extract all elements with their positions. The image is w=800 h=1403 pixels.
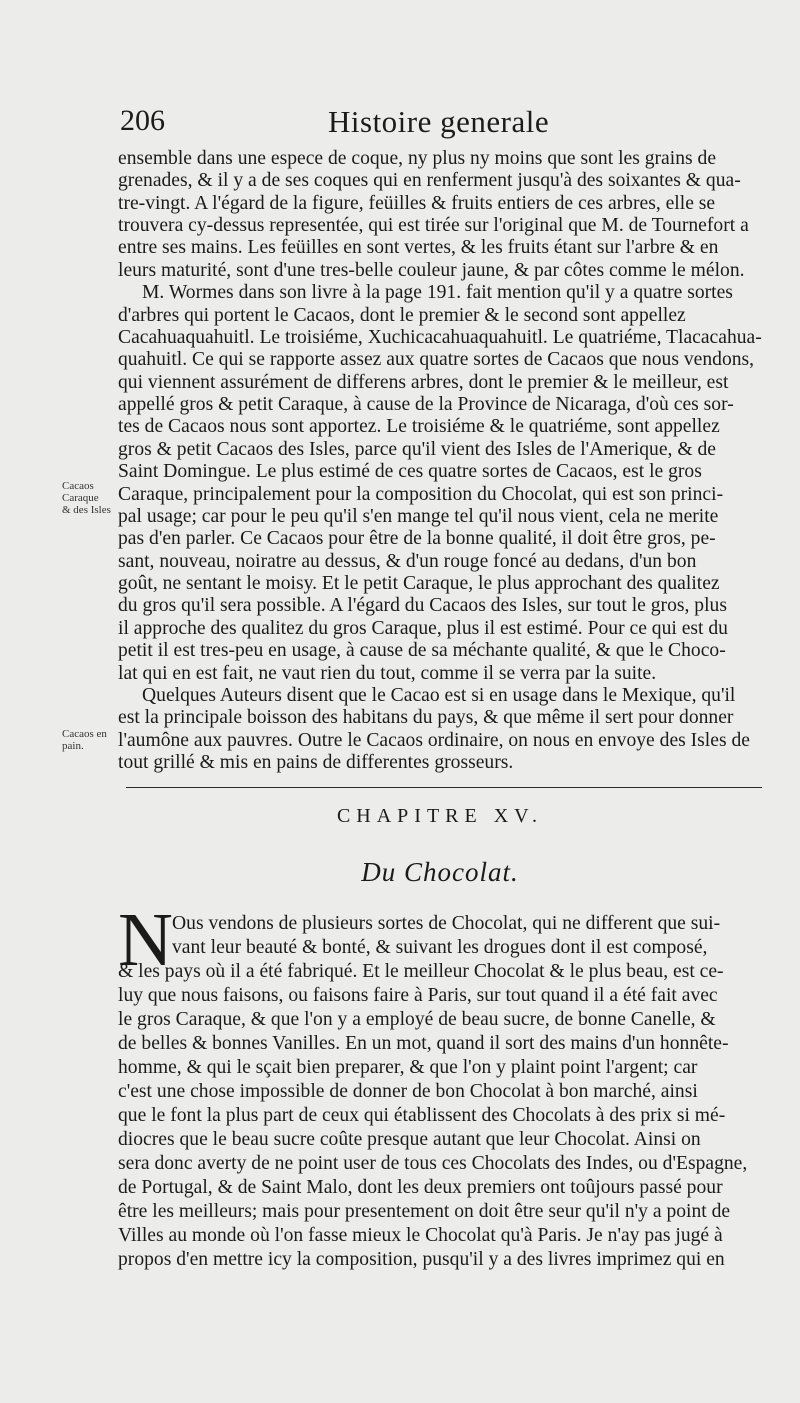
text-line: lat qui en est fait, ne vaut rien du tout, comme il se verra par la suite. (118, 663, 657, 684)
text-line: trouvera cy-dessus representée, qui est tirée sur l'original que M. de Tournefort a (118, 215, 749, 236)
text-line: il approche des qualitez du gros Caraque, plus il est estimé. Pour ce qui est du (118, 618, 728, 639)
chapter-title: Du Chocolat. (361, 857, 519, 887)
text-line: M. Wormes dans son livre à la page 191. fait mention qu'il y a quatre sortes (142, 282, 733, 303)
text-line: tre-vingt. A l'égard de la figure, feüilles & fruits entiers de ces arbres, elle se (118, 193, 716, 214)
text-line: & les pays où il a été fabriqué. Et le meilleur Chocolat & le plus beau, est ce- (118, 961, 724, 982)
text-line: leurs maturité, sont d'une tres-belle couleur jaune, & par côtes comme le mélon. (118, 260, 745, 281)
text-line: tes de Cacaos nous sont apportez. Le troisiéme & le quatriéme, sont appellez (118, 416, 720, 437)
text-line: du gros qu'il sera possible. A l'égard du Cacaos des Isles, sur tout le gros, plus (118, 595, 727, 616)
text-line: Quelques Auteurs disent que le Cacao est si en usage dans le Mexique, qu'il (142, 685, 736, 706)
text-line: grenades, & il y a de ses coques qui en renferment jusqu'à des soixantes & qua- (118, 170, 741, 191)
text-line: est la principale boisson des habitans du pays, & que même il sert pour donner (118, 707, 734, 728)
text-line: Saint Domingue. Le plus estimé de ces quatre sortes de Cacaos, est le gros (118, 461, 702, 482)
text-line: propos d'en mettre icy la composition, pusqu'il y a des livres imprimez qui en (118, 1249, 725, 1270)
text-line: de belles & bonnes Vanilles. En un mot, quand il sort des mains d'un honnête- (118, 1033, 729, 1054)
margin-note-line: Cacaos (62, 480, 94, 492)
drop-cap: N (118, 898, 173, 982)
text-line: diocres que le beau sucre coûte presque autant que leur Chocolat. Ainsi on (118, 1129, 701, 1150)
text-line: entre ses mains. Les feüilles en sont vertes, & les fruits étant sur l'arbre & en (118, 237, 719, 258)
margin-note-line: Cacaos en (62, 728, 107, 740)
text-line: vant leur beauté & bonté, & suivant les drogues dont il est composé, (172, 937, 708, 958)
chapter-heading: CHAPITRE XV. (336, 805, 544, 827)
text-line: pas d'en parler. Ce Cacaos pour être de la bonne qualité, il doit être gros, pe- (118, 528, 716, 549)
margin-note-cacaos-caraque (62, 480, 122, 516)
text-line: pal usage; car pour le peu qu'il s'en mange tel qu'il nous vient, cela ne merite (118, 506, 719, 527)
text-line: ensemble dans une espece de coque, ny plus ny moins que sont les grains de (118, 148, 717, 169)
text-line: l'aumône aux pauvres. Outre le Cacaos ordinaire, on nous en envoye des Isles de (118, 730, 750, 751)
text-line: Cacahuaquahuitl. Le troisiéme, Xuchicacahuaquahuitl. Le quatriéme, Tlacacahua- (118, 327, 762, 348)
text-line: quahuitl. Ce qui se rapporte assez aux quatre sortes de Cacaos que nous vendons, (118, 349, 755, 370)
page-number: 206 (120, 104, 165, 137)
text-line: être les meilleurs; mais pour presentement on doit être seur qu'il n'y a point de (118, 1201, 731, 1222)
margin-note-cacaos-en-pain (62, 728, 122, 752)
text-line: que le font la plus part de ceux qui établissent des Chocolats à des prix si mé- (118, 1105, 726, 1126)
margin-note-line: Caraque (62, 492, 99, 504)
margin-note-line: pain. (62, 740, 84, 752)
page-header (120, 104, 760, 142)
text-line: sera donc averty de ne point user de tous ces Chocolats des Indes, ou d'Espagne, (118, 1153, 748, 1174)
text-line: Villes au monde où l'on fasse mieux le Chocolat qu'à Paris. Je n'ay pas jugé à (118, 1225, 723, 1246)
text-line: luy que nous faisons, ou faisons faire à Paris, sur tout quand il a été fait avec (118, 985, 718, 1006)
text-line: sant, nouveau, noiratre au dessus, & d'un rouge foncé au dedans, d'un bon (118, 551, 697, 572)
running-title: Histoire generale (328, 104, 550, 139)
text-line: petit il est tres-peu en usage, à cause de sa méchante qualité, & que le Choco- (118, 640, 726, 661)
text-line: le gros Caraque, & que l'on y a employé de beau sucre, de bonne Canelle, & (118, 1009, 716, 1030)
text-line: Caraque, principalement pour la composition du Chocolat, qui est son princi- (118, 484, 724, 505)
chapter-divider-rule (126, 787, 762, 788)
text-line: gros & petit Cacaos des Isles, parce qu'il vient des Isles de l'Amerique, & de (118, 439, 716, 460)
text-line: c'est une chose impossible de donner de bon Chocolat à bon marché, ainsi (118, 1081, 698, 1102)
text-line: appellé gros & petit Caraque, à cause de la Province de Nicaraga, d'où ces sor- (118, 394, 734, 415)
text-line: tout grillé & mis en pains de differentes grosseurs. (118, 752, 514, 773)
text-line: de Portugal, & de Saint Malo, dont les deux premiers ont toûjours passé pour (118, 1177, 723, 1198)
margin-note-line: & des Isles (62, 504, 111, 516)
text-line: Ous vendons de plusieurs sortes de Chocolat, qui ne different que sui- (172, 913, 721, 934)
text-line: d'arbres qui portent le Cacaos, dont le premier & le second sont appellez (118, 305, 686, 326)
text-line: homme, & qui le sçait bien preparer, & que l'on y plaint point l'argent; car (118, 1057, 698, 1078)
text-line: goût, ne sentant le moisy. Et le petit Caraque, le plus approchant des qualitez (118, 573, 720, 594)
text-line: qui viennent assurément de differens arbres, dont le premier & le meilleur, est (118, 372, 729, 393)
